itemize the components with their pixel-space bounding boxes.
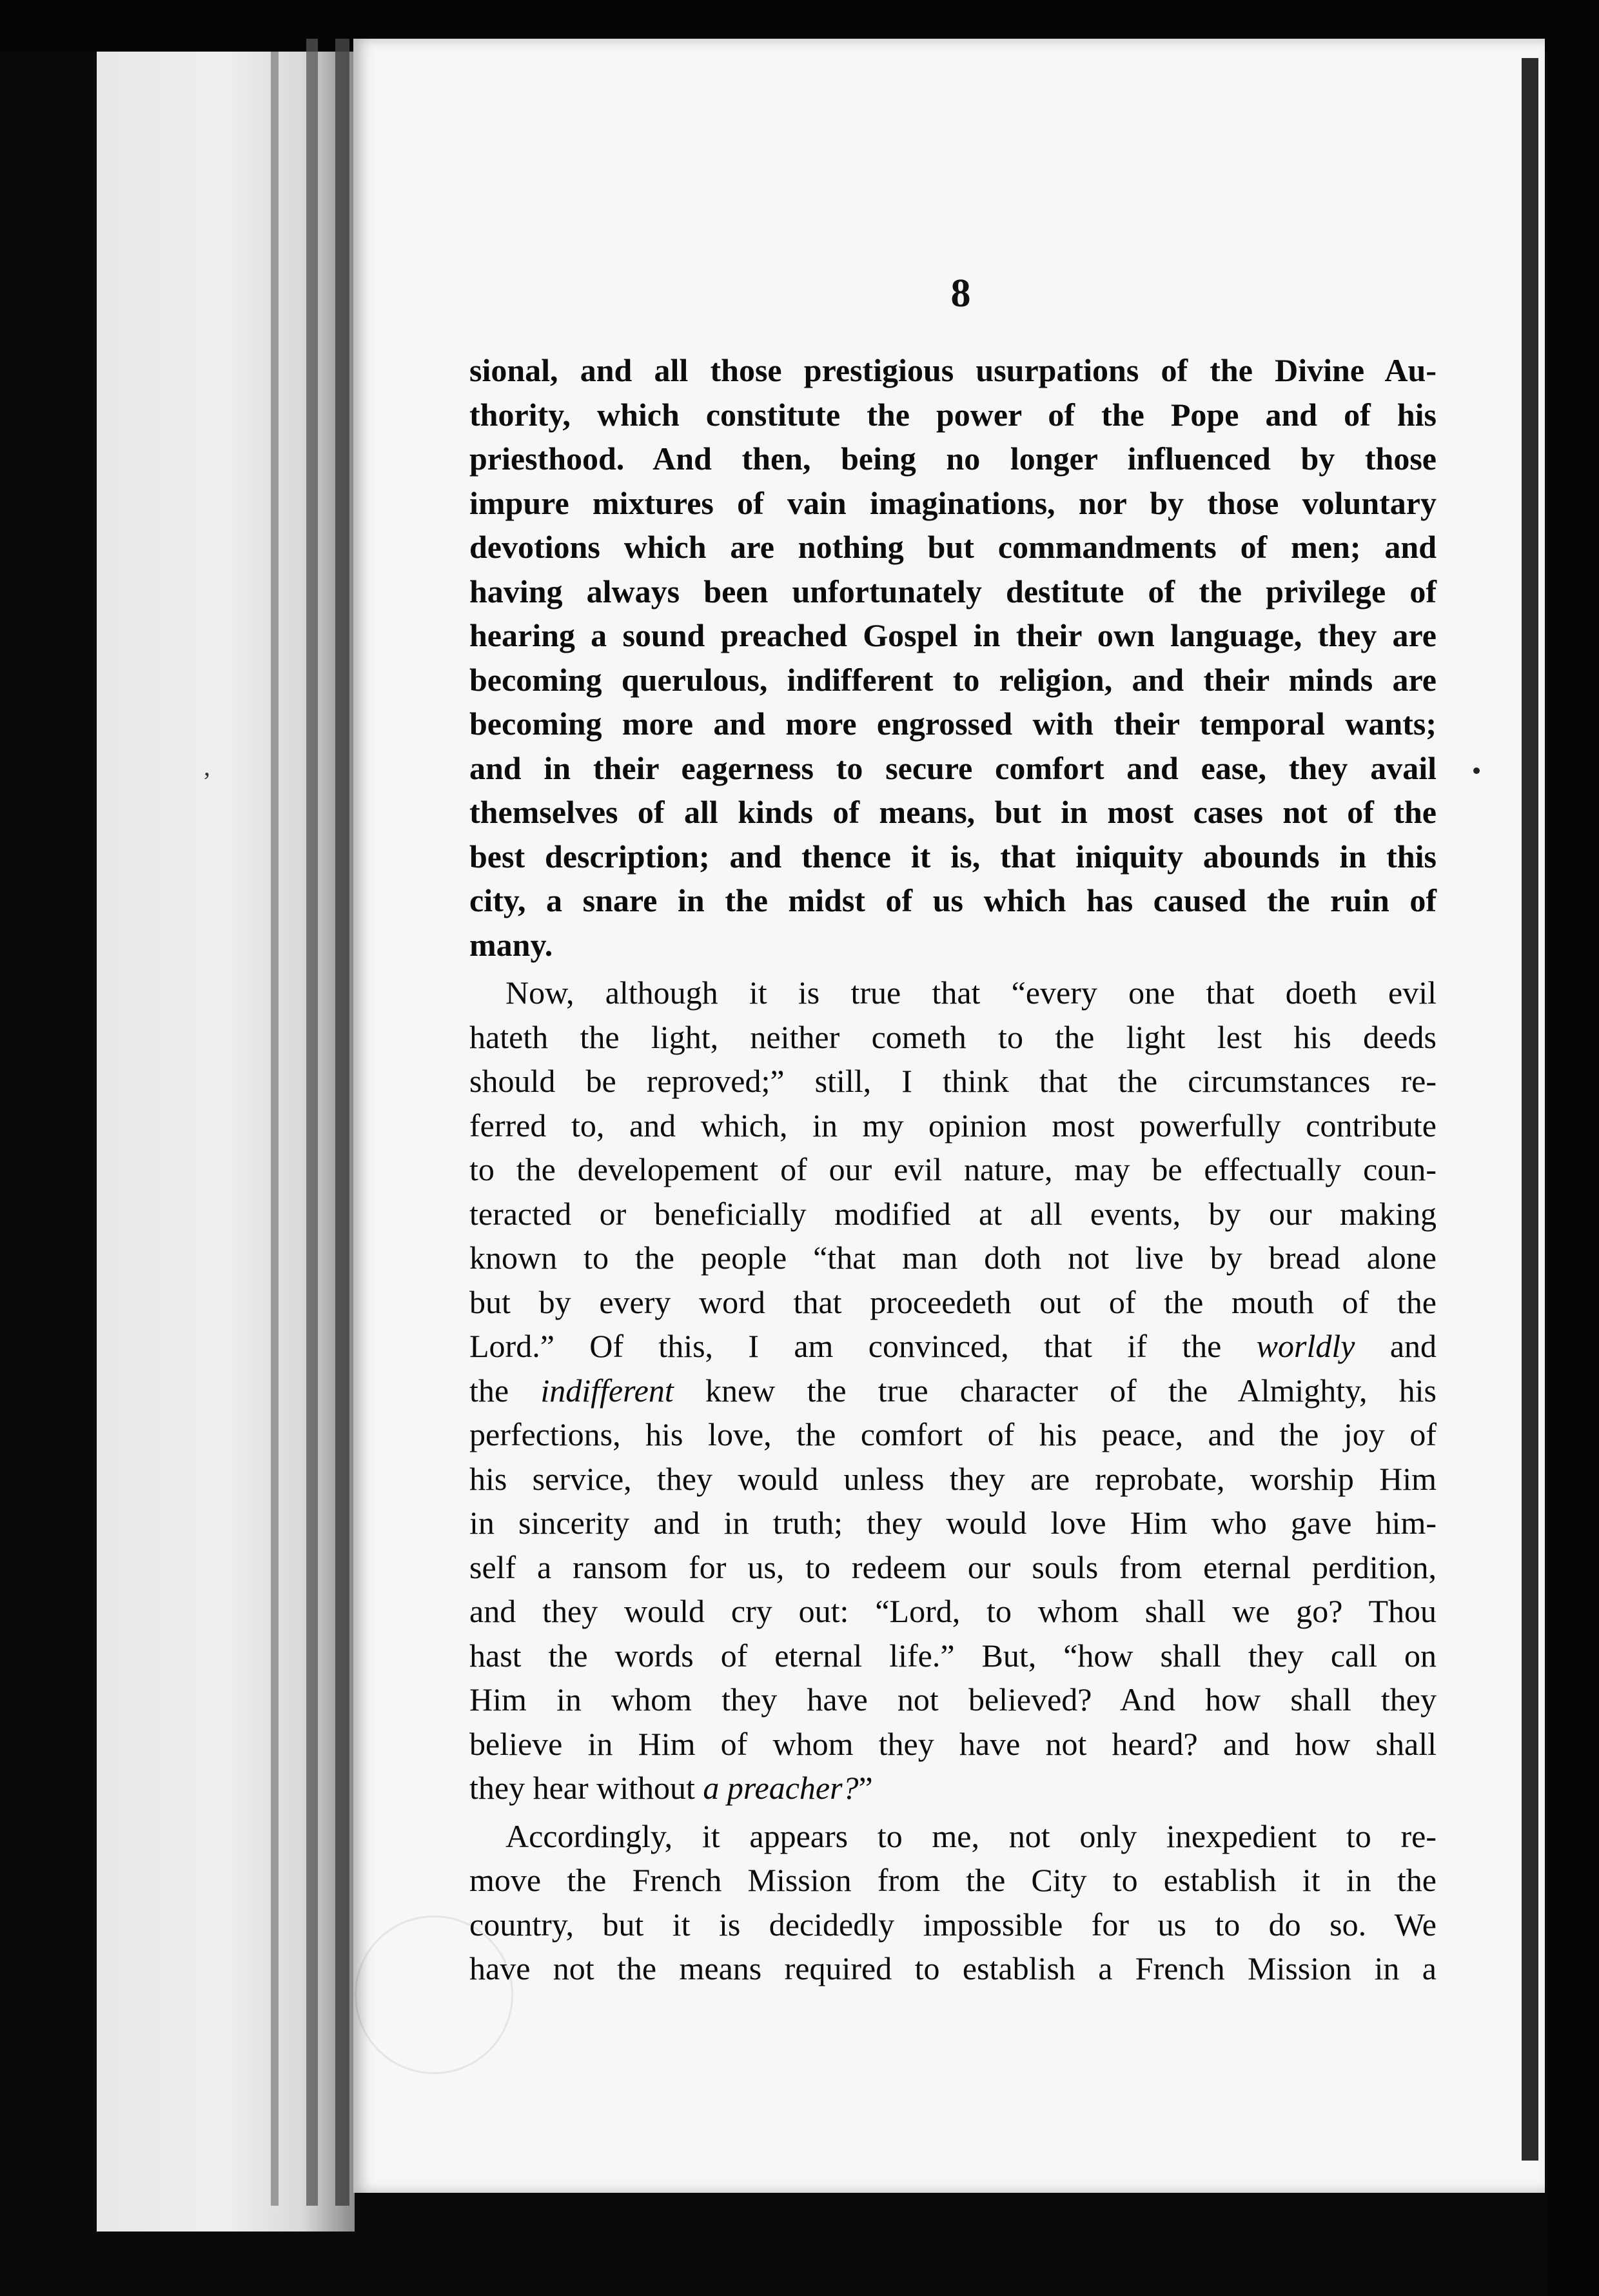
margin-dot xyxy=(1473,767,1480,774)
text-line: themselves of all kinds of means, but in most cases not of the xyxy=(469,794,1437,830)
text-line: and in their eagerness to secure comfort and ease, they avail xyxy=(469,749,1437,786)
text-line: ferred to, and which, in my opinion most powerfully contribute xyxy=(469,1107,1437,1143)
text-line: sional, and all those prestigious usurpations of the Divine Au- xyxy=(469,352,1437,388)
text-line: move the French Mission from the City to establish it in the xyxy=(469,1862,1437,1898)
paragraph-3 xyxy=(469,1814,1437,1991)
text-line: hearing a sound preached Gospel in their own language, they are xyxy=(469,617,1437,653)
text-line: self a ransom for us, to redeem our souls from eternal perdition, xyxy=(469,1549,1437,1585)
text-line: have not the means required to establish a French Mission in a xyxy=(469,1950,1437,1986)
text-line: perfections, his love, the comfort of his peace, and the joy of xyxy=(469,1416,1437,1452)
scan-border-right xyxy=(1547,0,1599,2296)
gutter-shadow xyxy=(306,39,318,2206)
text-line: devotions which are nothing but commandments of men; and xyxy=(469,529,1437,565)
text-line: believe in Him of whom they have not heard? and how shall xyxy=(469,1725,1437,1762)
text-run: they hear without xyxy=(469,1770,695,1806)
text-line: and they would cry out: “Lord, to whom shall we go? Thou xyxy=(469,1593,1437,1629)
text-line: but by every word that proceedeth out of the mouth of the xyxy=(469,1283,1437,1320)
italic-word: worldly xyxy=(1256,1328,1355,1364)
text-line: country, but it is decidedly impossible for us to do so. We xyxy=(469,1906,1437,1943)
text-line: his service, they would unless they are reprobate, worship Him xyxy=(469,1460,1437,1497)
paragraph-1 xyxy=(469,348,1437,967)
text-line: Accordingly, it appears to me, not only inexpedient to re- xyxy=(505,1817,1437,1854)
text-line: Him in whom they have not believed? And how shall they xyxy=(469,1681,1437,1717)
text-run: and xyxy=(1389,1328,1437,1364)
text-line: having always been unfortunately destitute of the privilege of xyxy=(469,573,1437,609)
italic-word: indifferent xyxy=(540,1372,674,1409)
paragraph-2 xyxy=(469,971,1437,1810)
text-line: should be reproved;” still, I think that the circumstances re- xyxy=(469,1063,1437,1099)
text-line: hast the words of eternal life.” But, “how shall they call on xyxy=(469,1637,1437,1674)
text-line: Now, although it is true that “every one that doeth evil xyxy=(505,975,1437,1011)
text-run: Lord.” Of this, I am convinced, that if the xyxy=(469,1328,1222,1364)
closing-quote: ” xyxy=(858,1770,873,1806)
text-line: becoming querulous, indifferent to religion, and their minds are xyxy=(469,661,1437,698)
text-line-with-italics xyxy=(469,1766,1437,1810)
text-line-with-italics xyxy=(469,1324,1437,1369)
body-text xyxy=(469,348,1437,1991)
italic-phrase: a preacher? xyxy=(703,1770,859,1806)
page-number: 8 xyxy=(950,272,971,315)
text-line: in sincerity and in truth; they would love Him who gave him- xyxy=(469,1505,1437,1541)
page-edge-shadow xyxy=(1522,58,1538,2161)
gutter-shadow xyxy=(335,39,349,2206)
margin-mark: , xyxy=(204,752,210,781)
text-line: best description; and thence it is, that iniquity abounds in this xyxy=(469,838,1437,875)
text-line: impure mixtures of vain imaginations, nor by those voluntary xyxy=(469,484,1437,521)
text-line: city, a snare in the midst of us which has caused the ruin of xyxy=(469,882,1437,918)
text-line-with-italics xyxy=(469,1369,1437,1413)
text-line: to the developement of our evil nature, may be effectually coun- xyxy=(469,1151,1437,1187)
text-line: becoming more and more engrossed with their temporal wants; xyxy=(469,706,1437,742)
text-run: knew the true character of the Almighty, his xyxy=(705,1372,1437,1409)
text-line: many. xyxy=(469,926,553,963)
text-line: priesthood. And then, being no longer influenced by those xyxy=(469,440,1437,477)
text-line: known to the people “that man doth not live by bread alone xyxy=(469,1240,1437,1276)
gutter-shadow xyxy=(271,52,279,2206)
text-line: hateth the light, neither cometh to the light lest his deeds xyxy=(469,1018,1437,1055)
text-run: the xyxy=(469,1372,509,1409)
text-line: thority, which constitute the power of the Pope and of his xyxy=(469,396,1437,433)
text-line: teracted or beneficially modified at all events, by our making xyxy=(469,1195,1437,1232)
